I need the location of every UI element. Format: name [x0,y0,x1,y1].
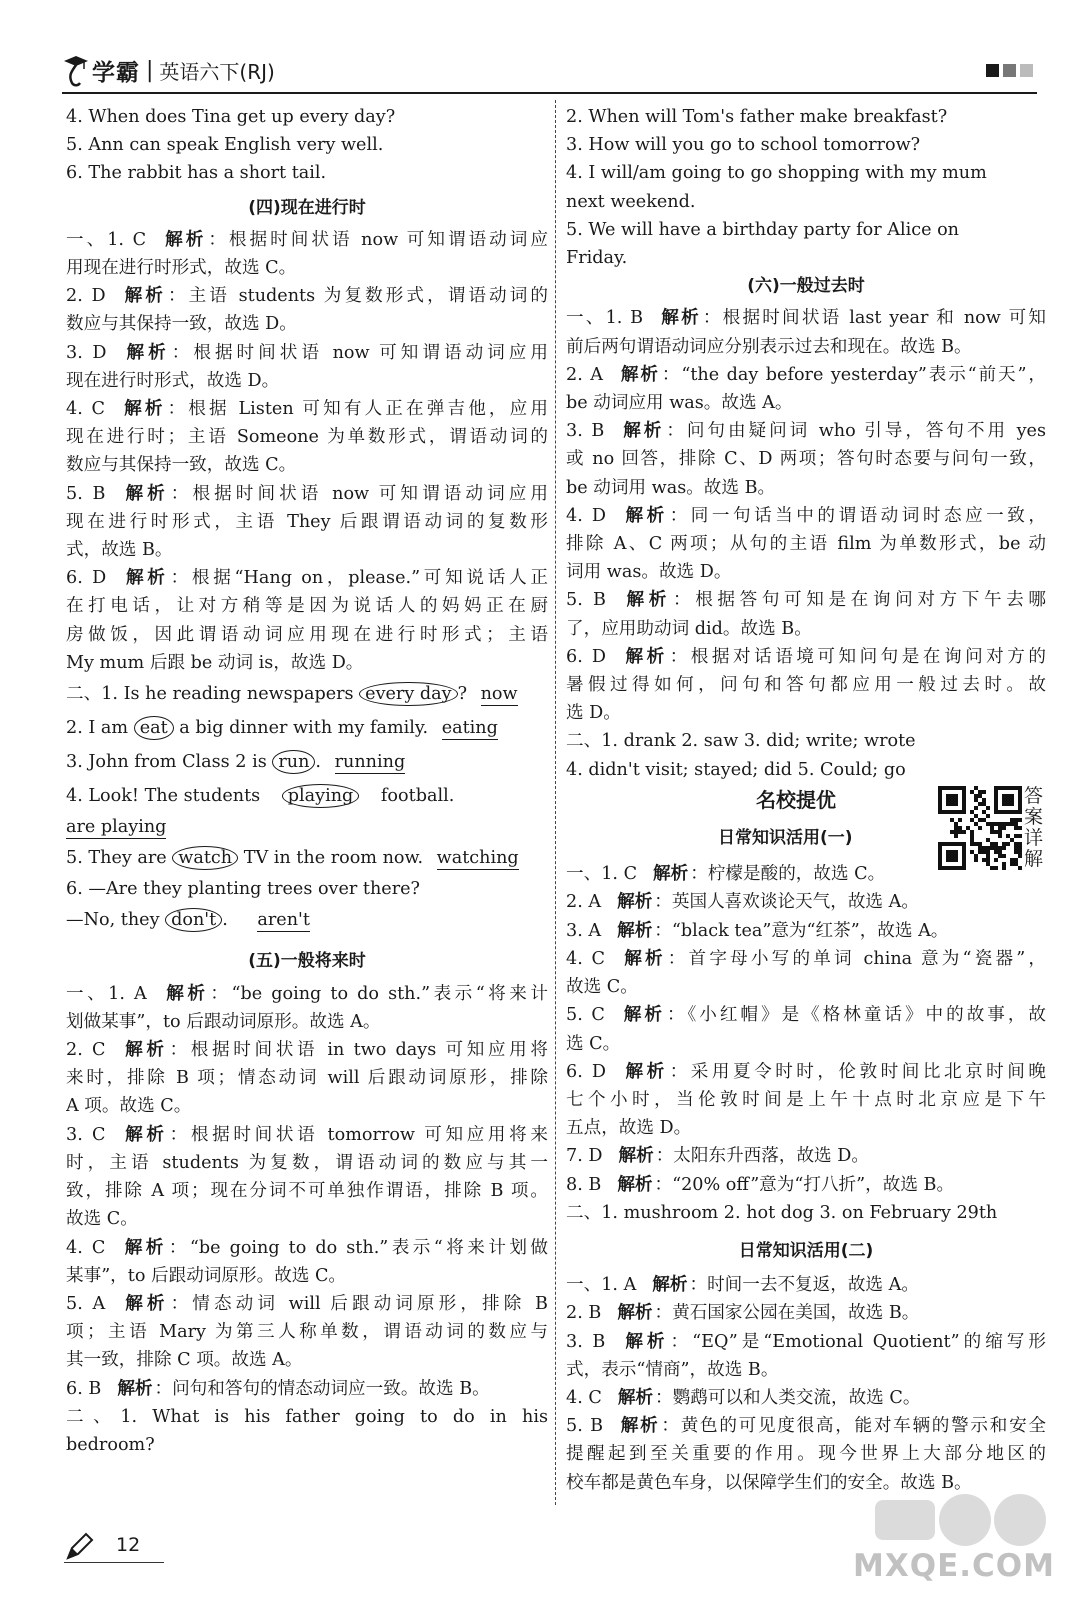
answer-line: 排除 A、C 两项；从句的主语 film 为单数形式，be 动 [566,534,1046,555]
answer-line: 2. When will Tom's father make breakfast? [566,107,948,127]
answer-line [566,1412,1046,1440]
section-title-daily-knowledge-2: 日常知识活用(二) [738,1240,874,1261]
header-decoration [986,64,1033,77]
analysis-label: 解析 [659,308,701,329]
answer-line: Friday. [566,248,628,269]
answer-line [66,1375,548,1403]
answer-line [566,945,1046,973]
analysis-text: ：鹦鹉可以和人类交流，故选 C。 [655,1387,921,1408]
answer-line: 二、1. mushroom 2. hot dog 3. on February 29th [566,1202,998,1223]
question-number: 4. C [66,1237,106,1258]
question-number: 6. B [66,1378,102,1399]
watermark-text: MXQE.COM [852,1548,1055,1584]
answer-line: bedroom? [66,1434,155,1455]
answer-line: 二、1. drank 2. saw 3. did; write; wrote [566,731,916,752]
section-title-simple-future: (五)一般将来时 [248,951,366,972]
right-top-lines [566,103,1046,272]
question-number: 2. C [66,1040,106,1061]
analysis-text: ：根据时间状语 in two days 可知应用将 [169,1040,548,1061]
answer-line: 数应与其保持一致，故选 C。 [66,455,297,476]
answer-line [66,1036,548,1064]
answer-line [566,1271,1046,1299]
answer-line [566,917,1046,945]
answer-line: 房做饭，因此谓语动词应用现在进行时形式；主语 [66,624,548,645]
answer-line: 故选 C。 [66,1209,138,1230]
correction: aren't [257,910,310,931]
daily-knowledge-2-items [566,1271,1046,1497]
analysis-text: ：“be going to do sth.”表示“将来计划做 [168,1237,548,1258]
answer-line: 划做某事”，to 后跟动词原形。故选 A。 [66,1011,381,1032]
qr-code-icon[interactable] [938,786,1022,870]
answer-line: 数应与其保持一致，故选 D。 [66,314,297,335]
question-number: 一、1. A [66,983,147,1004]
answer-line: 故选 C。 [566,977,638,998]
question-number: 5. B [66,483,106,504]
analysis-label: 解析 [162,229,207,250]
analysis-text: ：根据时间状语 now 可知谓语动词应用 [170,483,548,504]
analysis-label: 解析 [622,646,668,667]
answer-line [566,1328,1046,1356]
analysis-text: ：问句和答句的情态动词应一致。故选 B。 [154,1378,490,1399]
analysis-text: ：采用夏令时时，伦敦时间比北京时间晚 [669,1061,1046,1082]
answer-line [566,586,1046,614]
analysis-text: ：柠檬是酸的，故选 C。 [690,864,886,885]
answer-line: 其一致，排除 C 项。故选 A。 [66,1350,303,1371]
answer-line [66,480,548,508]
answer-line [566,888,1046,916]
analysis-label: 解析 [620,1005,665,1026]
question-number: 3. A [566,920,602,941]
question-number: 2. B [566,1303,602,1324]
analysis-label: 解析 [653,864,689,885]
analysis-label: 解析 [622,505,668,526]
analysis-label: 解析 [621,948,666,969]
answer-line: 或 no 回答，排除 C、D 两项；答句时态要与问句一致， [566,449,1046,470]
answer-line [566,643,1046,671]
answer-line: 5. Ann can speak English very well. [66,135,384,156]
answer-line [566,417,1046,445]
answer-line: 校车都是黄色车身，以保障学生们的安全。故选 B。 [566,1472,972,1493]
analysis-text: ：情态动词 will 后跟动词原形，排除 B [170,1293,548,1314]
question-number: 一、1. C [566,864,638,885]
analysis-text: ：“be going to do sth.”表示“将来计 [210,983,548,1004]
question-number: 4. C [566,948,606,969]
answer-line [566,1142,1046,1170]
answer-line [66,980,548,1008]
answer-line: 来时，排除 B 项；情态动词 will 后跟动词原形，排除 [66,1068,548,1089]
answer-line [566,1058,1046,1086]
question-number: 5. A [66,1293,106,1314]
page-footer [64,1522,164,1563]
answer-line [66,226,548,254]
answer-line [566,1299,1046,1327]
answer-line: 选 D。 [566,703,621,724]
header-separator: | [146,57,154,83]
question-number: 5. B [566,1416,604,1437]
answer-line: 3. John from Class 2 is run . running [66,752,406,773]
answer-line [66,813,548,841]
answer-line: 在打电话，让对方稍等是因为说话人的妈妈正在厨 [66,596,548,617]
analysis-text: ：根据时间状语 now 可知谓语动词应用 [171,342,548,363]
answer-line [566,1171,1046,1199]
analysis-label: 解析 [617,1174,653,1195]
answer-line: 5. We will have a birthday party for Alice on [566,219,960,240]
correction: are playing [66,817,167,838]
page-number: 12 [116,1534,141,1556]
answer-line [66,564,548,592]
correction: watching [436,848,519,869]
answer-line: 4. When does Tina get up every day? [66,107,396,127]
answer-line: 某事”，to 后跟动词原形。故选 C。 [66,1265,347,1286]
answer-line: 前后两句谓语动词应分别表示过去和现在。故选 B。 [566,336,972,357]
section-title-daily-knowledge-1: 日常知识活用(一) [718,828,853,849]
section-present-continuous-items [66,226,548,677]
question-number: 2. A [566,892,602,913]
school-improvement-block [566,784,1046,870]
analysis-text: ：首字母小写的单词 china 意为“瓷器”， [667,948,1046,969]
answer-line: 6. The rabbit has a short tail. [66,163,327,184]
graduation-cap-icon [62,53,90,87]
brand-logo [62,52,275,88]
answer-line [566,502,1046,530]
question-number: 2. D [66,286,106,307]
circled-error: watch [172,846,238,870]
analysis-label: 解析 [617,1387,654,1408]
analysis-label: 解析 [121,1124,168,1145]
answer-line [566,304,1046,332]
answer-line: 提醒起到至关重要的作用。现今世界上大部分地区的 [566,1444,1046,1465]
analysis-text: ：根据时间状语 tomorrow 可知应用将来 [169,1124,548,1145]
analysis-text: ：根据 Listen 可知有人正在弹吉他，应用 [167,399,548,420]
answer-line: be 动词应用 was。故选 A。 [566,393,793,414]
analysis-label: 解析 [621,590,671,611]
answer-line [566,1001,1046,1029]
answer-line: 6. —Are they planting trees over there? [66,879,420,900]
answer-line: 致，排除 A 项；现在分词不可单独作谓语，排除 B 项。 [66,1181,548,1202]
section-title-school: 名校提优 [756,787,836,812]
column-divider [555,100,556,1505]
answer-line: 式，表示“情商”，故选 B。 [566,1359,779,1380]
correction: now [480,684,518,705]
question-number: 8. B [566,1174,602,1195]
answer-line [66,1290,548,1318]
analysis-label: 解析 [121,483,169,504]
analysis-label: 解析 [617,892,653,913]
question-number: 5. B [566,590,606,611]
correction: eating [441,718,498,739]
question-number: 6. D [566,1061,606,1082]
analysis-label: 解析 [620,421,665,442]
answer-line: 二、1. Is he reading newspapers every day ? now [66,684,518,705]
analysis-label: 解析 [121,1293,169,1314]
answer-line: 了，应用助动词 did。故选 B。 [566,618,812,639]
analysis-label: 解析 [619,1416,660,1437]
analysis-text: ：“20% off”意为“打八折”，故选 B。 [654,1174,955,1195]
question-number: 4. C [566,1387,602,1408]
analysis-label: 解析 [622,1061,668,1082]
analysis-label: 解析 [162,983,209,1004]
left-top-lines [66,103,548,188]
question-number: 3. B [566,1331,606,1352]
answer-line: 2. I am eat a big dinner with my family. eating [66,718,498,739]
answer-line: 4. Look! The students playing football. [66,786,455,807]
analysis-text: ：“the day before yesterday”表示“前天”， [661,364,1046,385]
question-number: 5. C [566,1005,605,1026]
analysis-text: ：主语 students 为复数形式，谓语动词的 [167,286,548,307]
answer-line: 选 C。 [566,1033,621,1054]
section-simple-future-items [66,980,548,1403]
answer-line: 项；主语 Mary 为第三人称单数，谓语动词的数应与 [66,1322,548,1343]
answer-line: 七个小时，当伦敦时间是上午十点时北京应是下午 [566,1089,1046,1110]
section-title-simple-past: (六)一般过去时 [747,276,865,297]
answer-line: 4. didn't visit; stayed; did 5. Could; go [566,759,906,780]
analysis-label: 解析 [117,1378,153,1399]
analysis-label: 解析 [121,1237,167,1258]
correction: running [334,752,406,773]
answer-line [66,395,548,423]
answer-line: 5. They are watch TV in the room now. watching [66,848,519,869]
analysis-text: ：根据对话语境可知问句是在询问对方的 [669,646,1046,667]
answer-line: 五点，故选 D。 [566,1118,692,1139]
analysis-text: ：黄色的可见度很高，能对车辆的警示和安全 [661,1416,1046,1437]
question-number: 4. C [66,399,105,420]
analysis-text: ：根据“Hang on，please.”可知说话人正 [170,568,548,589]
answer-line: —No, they don't . aren't [66,910,310,931]
question-number: 6. D [566,646,606,667]
analysis-label: 解析 [121,286,166,307]
question-number: 7. D [566,1146,603,1167]
answer-line [66,339,548,367]
answer-line [566,361,1046,389]
analysis-label: 解析 [120,399,166,420]
qr-label: 答案详解 [1024,784,1044,870]
answer-line: 用现在进行时形式，故选 C。 [66,258,297,279]
section-title-present-continuous: (四)现在进行时 [248,197,366,218]
analysis-text: ：根据答句可知是在询问对方下午去哪 [672,590,1046,611]
analysis-label: 解析 [621,1331,669,1352]
circled-error: don't [165,908,222,932]
answer-line: 时，主语 students 为复数，谓语动词的数应与其一 [66,1152,548,1173]
analysis-text: ：“EQ”是“Emotional Quotient”的缩写形 [670,1331,1046,1352]
circled-error: every day [359,682,457,706]
analysis-label: 解析 [122,568,169,589]
answer-line [66,1234,548,1262]
analysis-text: ：同一句话当中的谓语动词时态应一致， [669,505,1046,526]
answer-line: next weekend. [566,191,696,212]
question-number: 3. C [66,1124,106,1145]
answer-line [66,282,548,310]
question-number: 一、1. C [66,229,147,250]
pencil-icon [64,1530,96,1562]
answer-line [66,1121,548,1149]
answer-line: A 项。故选 C。 [66,1096,192,1117]
analysis-label: 解析 [121,1040,168,1061]
analysis-label: 解析 [652,1275,688,1296]
answer-line: 式，故选 B。 [66,540,173,561]
book-title: 英语六下(RJ) [159,59,275,84]
analysis-label: 解析 [618,364,660,385]
answer-line: be 动词用 was。故选 B。 [566,477,776,498]
right-column [566,103,1046,1497]
analysis-text: ：《小红帽》是《格林童话》中的故事，故 [666,1005,1046,1026]
answer-line: 现在进行时；主语 Someone 为单数形式，谓语动词的 [66,427,548,448]
analysis-label: 解析 [617,920,653,941]
circled-error: run [272,750,315,774]
answer-line: 暑假过得如何，问句和答句都应用一般过去时。故 [566,675,1046,696]
question-number: 4. D [566,505,606,526]
answer-line: 词用 was。故选 D。 [566,562,732,583]
logo-text: 学霸 [92,59,140,86]
section-present-continuous-part2 [66,677,548,937]
section-simple-past-items [566,304,1046,727]
answer-line: 现在进行时形式，故选 D。 [66,370,280,391]
answer-line: 4. I will/am going to go shopping with my mum [566,163,987,184]
circled-error: eat [134,716,174,740]
analysis-text: ：问句由疑问词 who 引导，答句不用 yes [666,421,1046,442]
analysis-text: ：“black tea”意为“红茶”，故选 A。 [654,920,949,941]
question-number: 6. D [66,568,107,589]
question-number: 一、1. B [566,308,644,329]
analysis-label: 解析 [122,342,170,363]
analysis-text: ：时间一去不复返，故选 A。 [689,1275,919,1296]
question-number: 3. B [566,421,605,442]
page-header [62,48,1037,94]
answer-line [566,1384,1046,1412]
answer-line: 现在进行时形式，主语 They 后跟谓语动词的复数形 [66,511,548,532]
answer-line: 3. How will you go to school tomorrow? [566,135,921,156]
qr-code-block[interactable] [938,786,1046,870]
analysis-text: ：根据时间状语 last year 和 now 可知 [702,308,1046,329]
analysis-text: ：太阳东升西落，故选 D。 [655,1146,869,1167]
analysis-text: ：英国人喜欢谈论天气，故选 A。 [654,892,919,913]
analysis-label: 解析 [618,1146,654,1167]
analysis-text: ：黄石国家公园在美国，故选 B。 [654,1303,920,1324]
daily-knowledge-1-items [566,860,1046,1198]
analysis-text: ：根据时间状语 now 可知谓语动词应 [208,229,548,250]
answer-line: 二、1. What is his father going to do in his [66,1406,548,1427]
answer-line: My mum 后跟 be 动词 is，故选 D。 [66,652,364,673]
analysis-label: 解析 [617,1303,653,1324]
question-number: 2. A [566,364,603,385]
circled-error: playing [282,784,360,808]
left-column [66,103,548,1459]
question-number: 一、1. A [566,1275,637,1296]
question-number: 3. D [66,342,107,363]
